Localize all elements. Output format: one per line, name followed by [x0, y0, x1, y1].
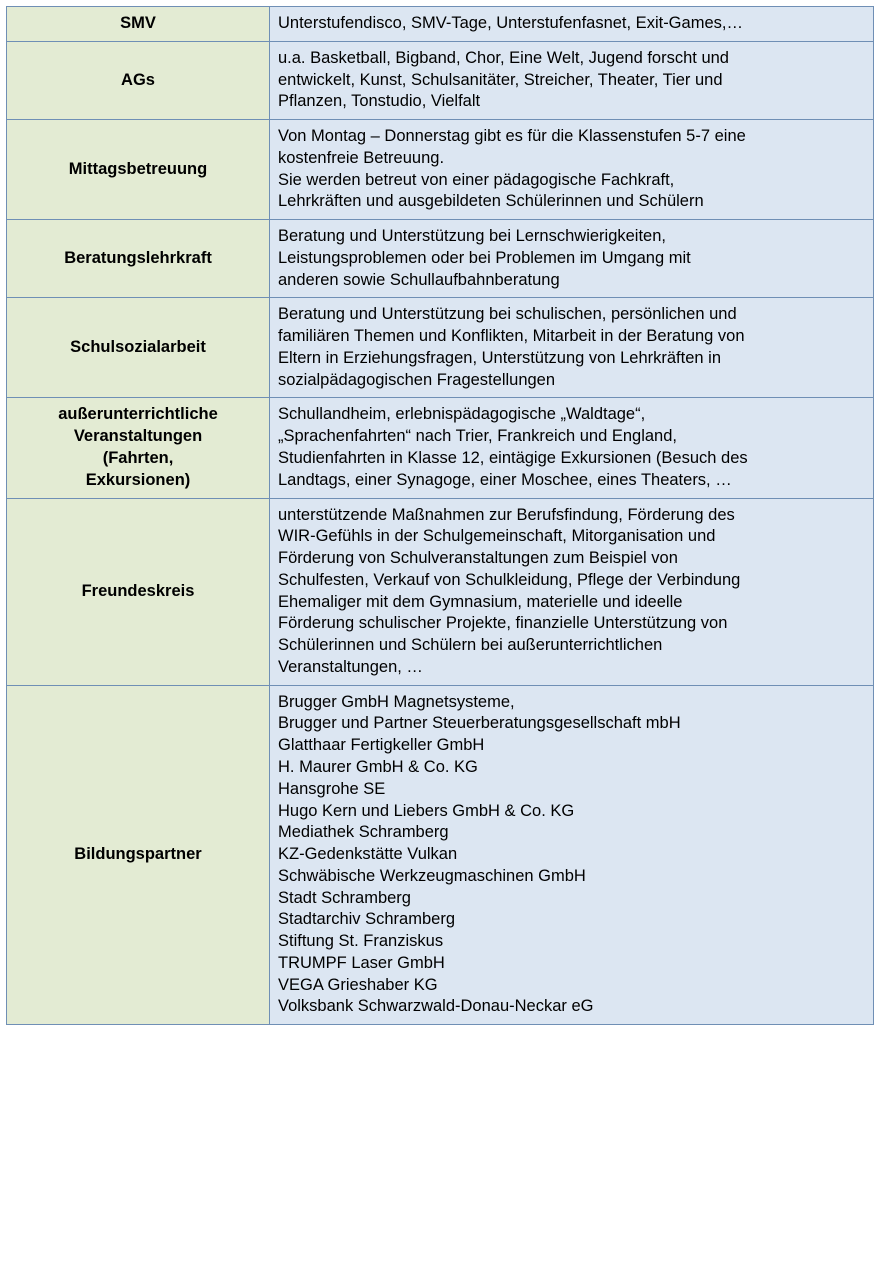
- row-content-line: Eltern in Erziehungsfragen, Unterstützung von Lehrkräften in: [278, 348, 722, 367]
- row-content-line: WIR-Gefühls in der Schulgemeinschaft, Mitorganisation und: [278, 527, 716, 546]
- row-content-cell: [270, 220, 874, 298]
- row-content-line: Schulfesten, Verkauf von Schulkleidung, Pflege der Verbindung: [278, 570, 741, 589]
- row-content-line: Förderung von Schulveranstaltungen zum Beispiel von: [278, 549, 678, 568]
- row-label-line: Veranstaltungen: [73, 427, 203, 446]
- table-row: [7, 41, 874, 119]
- row-content-line: Pflanzen, Tonstudio, Vielfalt: [278, 92, 481, 111]
- row-label-line: Schulsozialarbeit: [70, 338, 206, 357]
- row-label-cell: [7, 7, 270, 42]
- row-content-line: H. Maurer GmbH & Co. KG: [278, 757, 478, 776]
- row-content-line: Stadtarchiv Schramberg: [278, 910, 455, 929]
- row-label-cell: [7, 685, 270, 1024]
- row-content-line: „Sprachenfahrten“ nach Trier, Frankreich und England,: [278, 427, 677, 446]
- row-label-line: AGs: [121, 70, 155, 89]
- row-content-line: unterstützende Maßnahmen zur Berufsfindung, Förderung des: [278, 505, 735, 524]
- row-content-line: Beratung und Unterstützung bei Lernschwierigkeiten,: [278, 227, 666, 246]
- table-row: [7, 220, 874, 298]
- row-content-line: Unterstufendisco, SMV-Tage, Unterstufenfasnet, Exit-Games,…: [278, 14, 743, 32]
- row-label-cell: [7, 41, 270, 119]
- table-body: [7, 7, 874, 1025]
- row-content-cell: [270, 685, 874, 1024]
- row-content-line: entwickelt, Kunst, Schulsanitäter, Streicher, Theater, Tier und: [278, 70, 723, 89]
- row-content-line: VEGA Grieshaber KG: [278, 975, 438, 994]
- row-label-cell: [7, 498, 270, 685]
- row-content-line: Mediathek Schramberg: [278, 823, 449, 842]
- row-label-line: SMV: [120, 14, 156, 32]
- row-content-line: anderen sowie Schullaufbahnberatung: [278, 270, 560, 289]
- row-content-line: Lehrkräften und ausgebildeten Schülerinnen und Schülern: [278, 192, 704, 211]
- row-content-line: Sie werden betreut von einer pädagogische Fachkraft,: [278, 170, 675, 189]
- table-row: [7, 685, 874, 1024]
- row-content-line: Stadt Schramberg: [278, 888, 411, 907]
- row-content-cell: [270, 498, 874, 685]
- row-label-cell: [7, 298, 270, 398]
- row-content-line: Leistungsproblemen oder bei Problemen im Umgang mit: [278, 248, 691, 267]
- table-row: [7, 298, 874, 398]
- table-row: [7, 498, 874, 685]
- row-content-line: sozialpädagogischen Fragestellungen: [278, 370, 556, 389]
- row-content-line: Schwäbische Werkzeugmaschinen GmbH: [278, 866, 586, 885]
- row-content-line: Veranstaltungen, …: [278, 657, 423, 676]
- row-content-line: Hugo Kern und Liebers GmbH & Co. KG: [278, 801, 575, 820]
- row-content-cell: [270, 41, 874, 119]
- row-label-line: Mittagsbetreuung: [68, 159, 208, 178]
- row-content-line: Förderung schulischer Projekte, finanzielle Unterstützung von: [278, 614, 728, 633]
- row-label-line: außerunterrichtliche: [58, 405, 218, 424]
- row-content-line: Schullandheim, erlebnispädagogische „Waldtage“,: [278, 405, 646, 424]
- row-label-line: Exkursionen): [85, 470, 191, 489]
- row-label-cell: [7, 398, 270, 498]
- row-label-line: Bildungspartner: [74, 845, 202, 864]
- row-content-line: kostenfreie Betreuung.: [278, 148, 445, 167]
- row-label-cell: [7, 220, 270, 298]
- row-content-cell: [270, 398, 874, 498]
- row-label-line: Freundeskreis: [81, 581, 195, 600]
- row-content-line: Beratung und Unterstützung bei schulischen, persönlichen und: [278, 305, 737, 324]
- row-content-cell: [270, 120, 874, 220]
- row-content-line: familiären Themen und Konflikten, Mitarbeit in der Beratung von: [278, 327, 745, 346]
- row-content-line: Von Montag – Donnerstag gibt es für die Klassenstufen 5-7 eine: [278, 127, 746, 146]
- row-content-line: TRUMPF Laser GmbH: [278, 953, 445, 972]
- row-content-cell: [270, 7, 874, 42]
- row-label-cell: [7, 120, 270, 220]
- table-row: [7, 398, 874, 498]
- row-content-line: Glatthaar Fertigkeller GmbH: [278, 736, 485, 755]
- row-content-line: KZ-Gedenkstätte Vulkan: [278, 845, 458, 864]
- table-row: [7, 120, 874, 220]
- row-content-line: u.a. Basketball, Bigband, Chor, Eine Welt, Jugend forscht und: [278, 48, 729, 67]
- row-content-line: Brugger GmbH Magnetsysteme,: [278, 692, 515, 711]
- row-label-line: (Fahrten,: [102, 449, 174, 468]
- row-content-line: Brugger und Partner Steuerberatungsgesellschaft mbH: [278, 714, 681, 733]
- row-content-line: Schülerinnen und Schülern bei außerunterrichtlichen: [278, 636, 663, 655]
- row-content-cell: [270, 298, 874, 398]
- row-content-line: Studienfahrten in Klasse 12, eintägige Exkursionen (Besuch des: [278, 449, 748, 468]
- school-offerings-table: [6, 6, 874, 1025]
- row-content-line: Hansgrohe SE: [278, 779, 386, 798]
- row-content-line: Volksbank Schwarzwald-Donau-Neckar eG: [278, 997, 594, 1016]
- row-label-line: Beratungslehrkraft: [64, 248, 212, 267]
- row-content-line: Ehemaliger mit dem Gymnasium, materielle und ideelle: [278, 592, 683, 611]
- table-row: [7, 7, 874, 42]
- row-content-line: Stiftung St. Franziskus: [278, 932, 444, 951]
- row-content-line: Landtags, einer Synagoge, einer Moschee, eines Theaters, …: [278, 470, 732, 489]
